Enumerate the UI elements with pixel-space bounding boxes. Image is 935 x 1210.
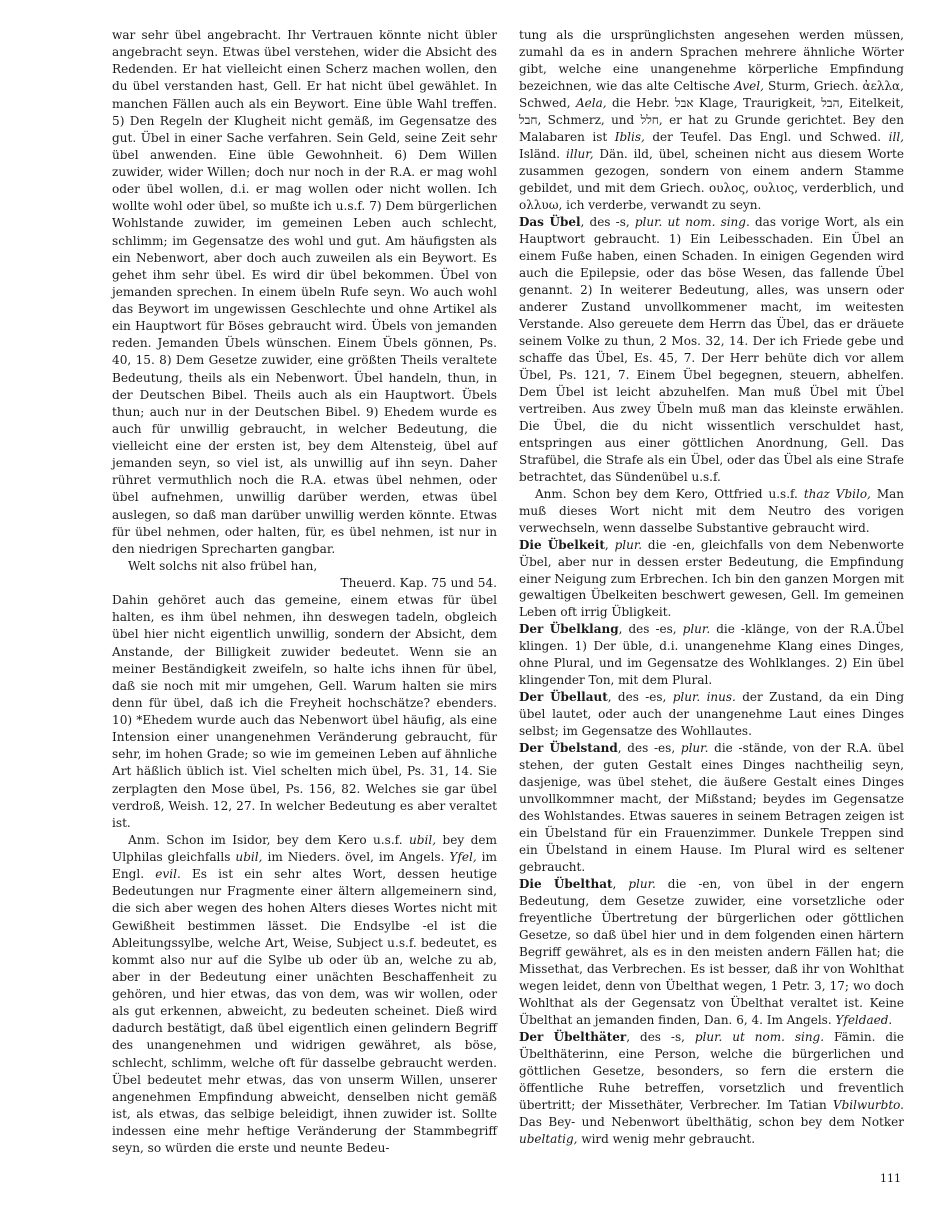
page-number: 111: [880, 1172, 901, 1185]
headword: Das Übel: [519, 214, 581, 229]
paragraph-etymology-continued: tung als die ursprünglichsten angesehen werden müssen, zumahl da es in andern Sprachen mehrere ähnliche Wörter gibt, welche eine unangenehme körperliche Empfindung bezeichnen, wie das alte Celtische Avel, Sturm, Griech. ἀελλα, Schwed, Aela, die Hebr. אבל Klage, Traurigkeit, הבל, Eitelkeit, חבל, Schmerz, und חלל, er hat zu Grunde gerichtet. Bey den Malabaren ist Iblis, der Teufel. Das Engl. und Schwed. ill, Isländ. illur, Dän. ild, übel, scheinen nicht aus diesem Worte zusammen gezogen, sondern von einem andern Stamme gebildet, und mit dem Griech. ουλος, ουλιος, verderblich, und ολλυω, ich verderbe, verwandt zu seyn.: [519, 28, 905, 212]
headword: Die Übelthat: [519, 877, 613, 892]
verse-quote: Welt solchs nit also frübel han,: [128, 558, 318, 573]
entry-das-uebel-anmerkung: Anm. Schon bey dem Kero, Ottfried u.s.f. thaz Vbilo, Man muß dieses Wort nicht mit dem Neutro des vorigen verwechseln, wenn dasselbe Substantive gebraucht wird.: [519, 486, 905, 535]
headword: Der Übelstand: [519, 741, 618, 756]
entry-der-uebelthaeter: Der Übelthäter, des -s, plur. ut nom. sing. Fämin. die Übelthäterinn, eine Person, welche die bürgerlichen und göttlichen Gesetze, besonders, so fern die erstern die öffentliche Ruhe betreffen, vorsetzlich und freventlich übertritt; der Missethäter, Verbrecher. Im Tatian Vbilwurbto. Das Bey- und Nebenwort übelthätig, schon bey dem Notker ubeltatig, wird wenig mehr gebraucht.: [519, 1030, 904, 1146]
left-column: [112, 27, 497, 1157]
headword: Der Übelthäter: [519, 1030, 627, 1045]
right-column: [519, 27, 904, 1148]
entry-der-uebellaut: Der Übellaut, des -es, plur. inus. der Zustand, da ein Ding übel lautet, oder auch der unangenehme Laut eines Dinges selbst; im Gegensatze des Wohllautes.: [519, 690, 905, 739]
anmerkung-etymology: Anm. Schon im Isidor, bey dem Kero u.s.f. ubil, bey dem Ulphilas gleichfalls ubil, im Nieders. övel, im Angels. Yfel, im Engl. evil. Es ist ein sehr altes Wort, dessen heutige Bedeutungen nur Fragmente einer ältern allgemeinern sind, die sich aber wegen des hohen Alters dieses Wortes nicht mit Gewißheit bestimmen lässet. Die Endsylbe -el ist die Ableitungssylbe, welche Art, Weise, Subject u.s.f. bedeutet, es kommt also nur auf die Sylbe ub oder üb an, welche zu ab, aber in der Bedeutung einer unächten Beschaffenheit zu gehören, und hier etwas, das von dem, was wir wollen, oder als gut erkennen, abweicht, zu bedeuten scheinet. Dieß wird dadurch bestätigt, daß übel eigentlich einen gelindern Begriff des unangenehmen und widrigen gewähret, als böse, schlecht, schlimm, welche oft für dasselbe gebraucht werden. Übel bedeutet mehr etwas, das von unserm Willen, unserer angenehmen Empfindung abweicht, denselben nicht gemäß ist, als etwas, das selbige beleidigt, ihnen zuwider ist. Sollte indessen eine mehr heftige Veränderung der Stammbegriff seyn, so würden die erste und neunte Bedeu-: [112, 832, 497, 1156]
headword: Der Übelklang: [519, 622, 619, 637]
entry-der-uebelstand: Der Übelstand, des -es, plur. die -stände, von der R.A. übel stehen, der guten Gestalt eines Dinges nachtheilig seyn, dasjenige, was übel stehet, die äußere Gestalt eines Dinges unvollkommner macht, der Mißstand; beydes im Gegensatze des Wohlstandes. Etwas saueres in seinem Betragen zeigen ist ein Übelstand für ein Frauenzimmer. Dunkele Treppen sind ein Übelstand in einem Hause. Im Plural wird es seltener gebraucht.: [519, 741, 905, 875]
headword: Die Übelkeit: [519, 537, 605, 552]
entry-die-uebelthat: Die Übelthat, plur. die -en, von übel in der engern Bedeutung, dem Gesetze zuwider, eine vorsetzliche oder freyentliche Übertretung der bürgerlichen oder göttlichen Gesetze, so daß übel hier und in dem folgenden einen härtern Begriff gewähret, als es in den meisten andern Fällen hat; die Missethat, das Verbrechen. Es ist besser, daß ihr von Wohlthat wegen leidet, denn von Übelthat wegen, 1 Petr. 3, 17; wo doch Wohlthat als der Gegensatz von Übelthat veraltet ist. Keine Übelthat an jemanden finden, Dan. 6, 4. Im Angels. Yfeldaed.: [519, 877, 904, 1028]
verse-citation: Theuerd. Kap. 75 und 54.: [340, 576, 497, 590]
entry-die-uebelkeit: Die Übelkeit, plur. die -en, gleichfalls von dem Nebenworte Übel, aber nur in dessen erster Bedeutung, die Empfindung einer Neigung zum Erbrechen. Ich bin den ganzen Morgen mit gewaltigen Übelkeiten beschwert gewesen, Gell. Im gemeinen Leben oft irrig Übligkeit.: [519, 537, 904, 620]
entry-der-uebelklang: Der Übelklang, des -es, plur. die -klänge, von der R.A.Übel klingen. 1) Der üble, d.i. unangenehme Klang eines Dinges, ohne Plural, und im Gegensatze des Wohlklanges. 2) Ein übel klingender Ton, mit dem Plural.: [519, 622, 904, 688]
headword: Der Übellaut: [519, 690, 608, 705]
paragraph-uebel-senses: war sehr übel angebracht. Ihr Vertrauen könnte nicht übler angebracht seyn. Etwas übel verstehen, wider die Absicht des Redenden. Er hat vielleicht einen Scherz machen wollen, den du übel verstanden hast, Gell. Er hat nicht übel gewählet. In manchen Fällen auch als ein Beywort. Eine üble Wahl treffen. 5) Den Regeln der Klugheit nicht gemäß, im Gegensatze des gut. Übel in einer Sache verfahren. Sein Geld, seine Zeit sehr übel anwenden. Eine üble Gewohnheit. 6) Dem Willen zuwider, wider Willen; doch nur noch in der R.A. er mag wohl oder übel wollen, d.i. er mag wollen oder nicht wollen. Ich wollte wohl oder übel, so mußte ich u.s.f. 7) Dem bürgerlichen Wohlstande zuwider, im gemeinen Leben auch schlecht, schlimm; im Gegensatze des wohl und gut. Am häufigsten als ein Nebenwort, aber doch auch zuweilen als ein Beywort. Es gehet ihm sehr übel. Es wird dir übel bekommen. Übel von jemanden sprechen. In einem übeln Rufe seyn. Wo auch wohl das Beywort im ungewissen Geschlechte und ohne Artikel als ein Hauptwort für Böses gebraucht wird. Übels von jemanden reden. Jemanden Übels wünschen. Einem Übels gönnen, Ps. 40, 15. 8) Dem Gesetze zuwider, eine größten Theils veraltete Bedeutung, theils als ein Nebenwort. Übel handeln, thun, in der Deutschen Bibel. Theils auch als ein Hauptwort. Übels thun; auch nur in der Deutschen Bibel. 9) Ehedem wurde es auch für unwillig gebraucht, in welcher Bedeutung, die vielleicht eine der ersten ist, bey dem Altensteig, übel auf jemanden seyn, so viel ist, als unwillig auf ihn seyn. Daher rühret vermuthlich noch die R.A. etwas übel nehmen, oder übel aufnehmen, unwillig darüber werden, etwas übel auslegen, so daß man darüber unwillig werden könnte. Etwas für übel nehmen, oder halten, für, es übel nehmen, ist nur in den niedrigen Sprecharten gangbar.: [112, 28, 497, 556]
entry-das-uebel: Das Übel, des -s, plur. ut nom. sing. das vorige Wort, als ein Hauptwort gebraucht. 1) Ein Leibesschaden. Ein Übel an einem Fuße haben, einen Schaden. In einigen Gegenden wird auch die Epilepsie, oder das böse Wesen, das fallende Übel genannt. 2) In weiterer Bedeutung, alles, was unsern oder anderer Zustand unvollkommener macht, im weitesten Verstande. Also gereuete dem Herrn das Übel, das er dräuete seinem Volke zu thun, 2 Mos. 32, 14. Der ich Friede gebe und schaffe das Übel, Es. 45, 7. Der Herr behüte dich vor allem Übel, Ps. 121, 7. Einem Übel begegnen, steuern, abhelfen. Dem Übel ist leicht abzuhelfen. Man muß Übel mit Übel vertreiben. Aus zwey Übeln muß man das kleinste erwählen. Die Übel, die du nicht wissentlich verschuldet hast, entspringen aus einer göttlichen Anordnung, Gell. Das Strafübel, die Strafe als ein Übel, oder das Übel als eine Strafe betrachtet, das Sündenübel u.s.f.: [519, 214, 904, 484]
paragraph-continued: Dahin gehöret auch das gemeine, einem etwas für übel halten, es ihm übel nehmen, ihn deswegen tadeln, obgleich übel hier nicht eigentlich unwillig, sondern der Absicht, dem Anstande, der Billigkeit zuwider bedeutet. Wenn sie an meiner Beständigkeit zweifeln, so halte ichs ihnen für übel, daß sie noch mit mir umgehen, Gell. Warum halten sie mirs denn für übel, daß ich die Freyheit hochschätze? ebenders. 10) *Ehedem wurde auch das Nebenwort übel häufig, als eine Intension einer unangenehmen Veränderung gebraucht, für sehr, im hohen Grade; so wie im gemeinen Leben auf ähnliche Art häßlich üblich ist. Viel schelten mich übel, Ps. 31, 14. Sie zerplagten den Mose übel, Ps. 156, 82. Welches sie gar übel verdroß, Weish. 12, 27. In welcher Bedeutung es aber veraltet ist.: [112, 593, 497, 830]
